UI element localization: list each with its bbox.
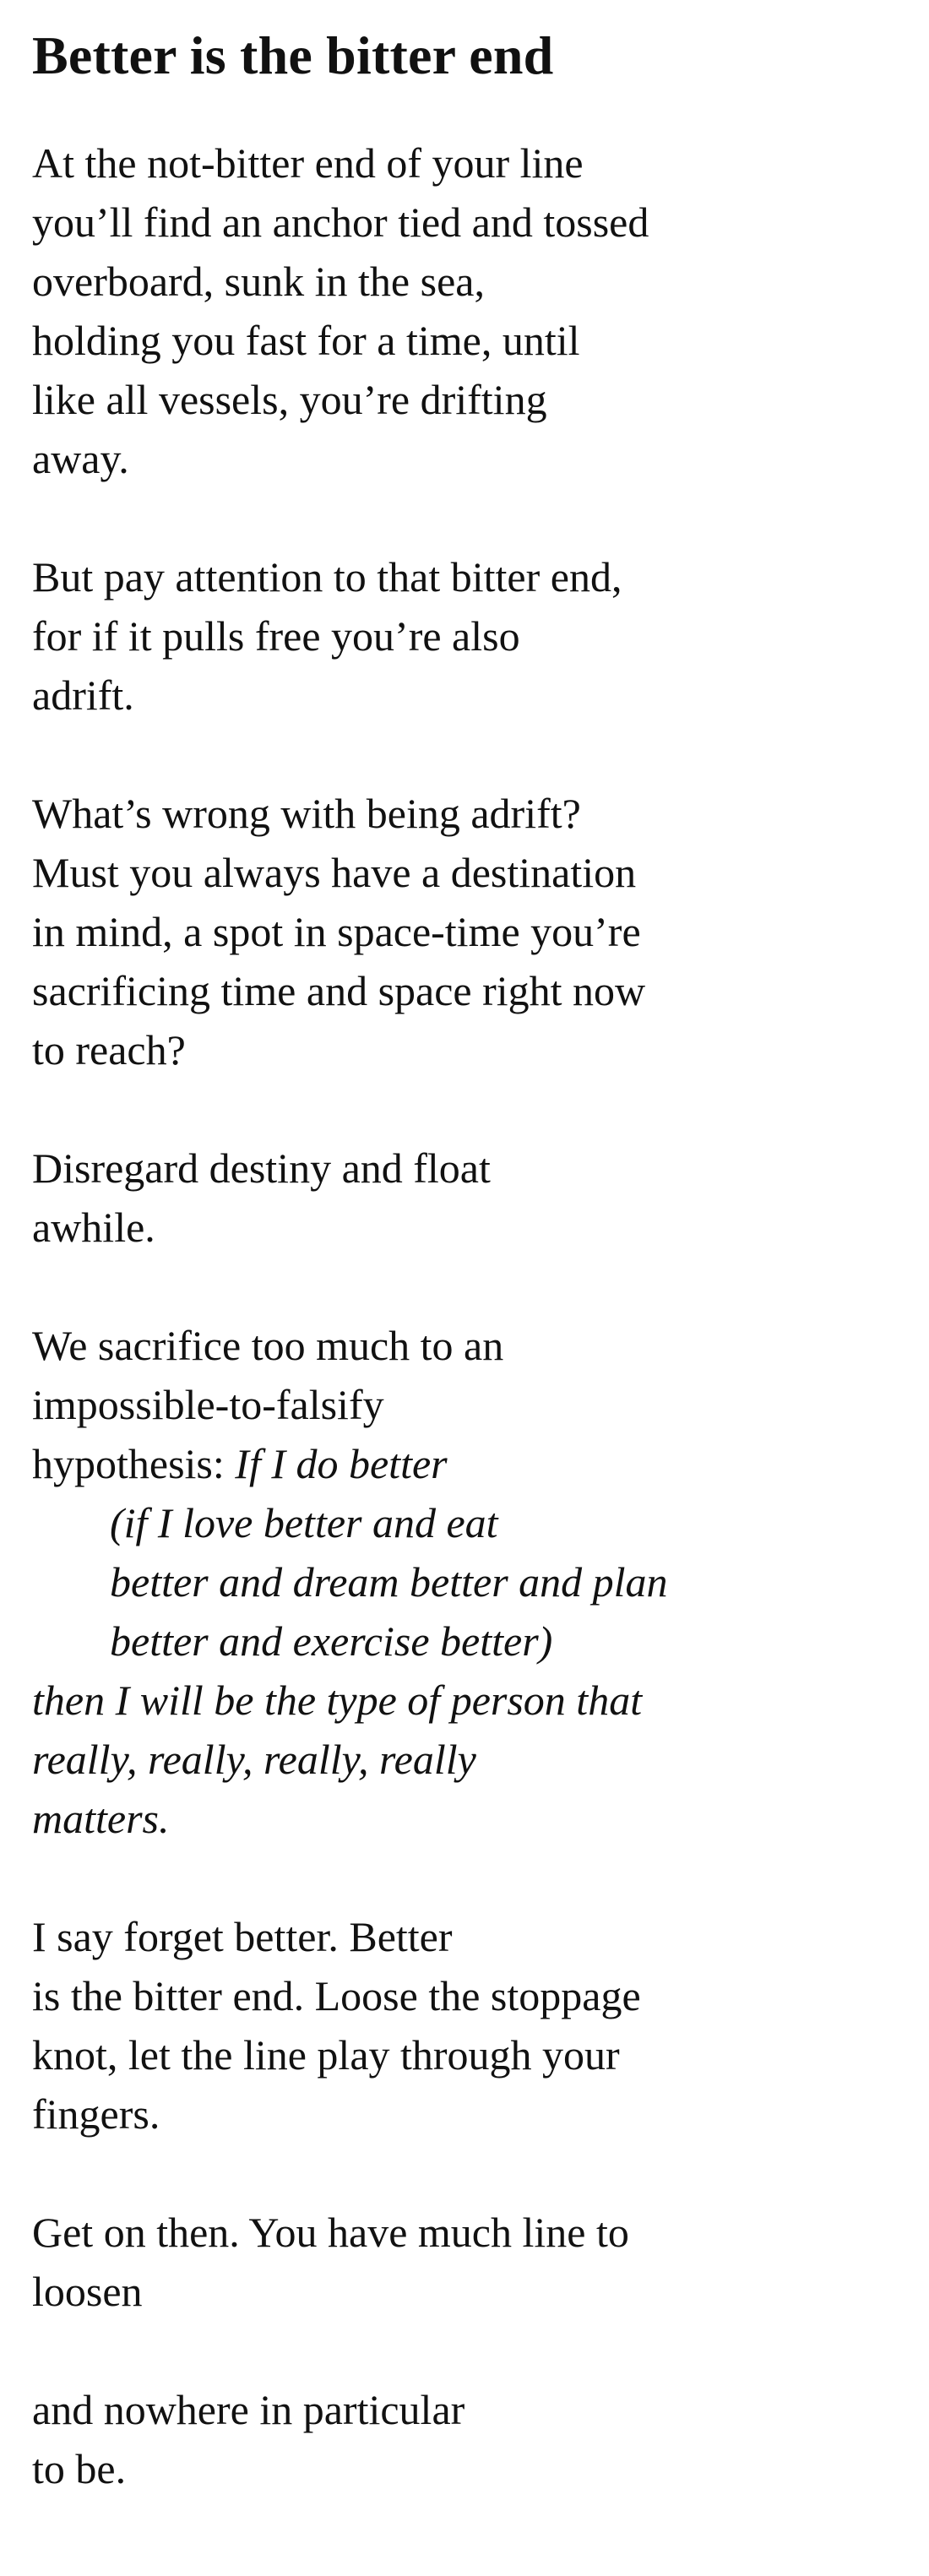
stanza-4 [32, 1139, 910, 1257]
poem-line: What’s wrong with being adrift? [32, 790, 581, 837]
poem-line: awhile. [32, 1204, 155, 1251]
poem-line-italic: matters. [32, 1795, 170, 1842]
stanza-break [32, 1079, 910, 1139]
poem-line: I say forget better. Better [32, 1913, 453, 1960]
poem-line: loosen [32, 2268, 143, 2315]
stanza-2 [32, 547, 910, 725]
poem-line: sacrificing time and space right now [32, 967, 646, 1014]
poem-line-italic: really, really, really, really [32, 1736, 476, 1783]
stanza-break [32, 725, 910, 784]
poem-line-italic: then I will be the type of person that [32, 1677, 643, 1724]
poem-line: Must you always have a destination [32, 849, 637, 896]
stanza-8 [32, 2380, 910, 2498]
poem-line: in mind, a spot in space-time you’re [32, 908, 641, 955]
stanza-6 [32, 1907, 910, 2144]
stanza-7 [32, 2203, 910, 2321]
poem-line: you’ll find an anchor tied and tossed [32, 198, 649, 246]
stanza-break [32, 1848, 910, 1907]
poem-line: knot, let the line play through your [32, 2031, 620, 2079]
poem-line: to be. [32, 2445, 127, 2492]
poem-body [32, 133, 910, 2498]
poem-line: Disregard destiny and float [32, 1144, 491, 1192]
poem-line: fingers. [32, 2090, 160, 2138]
poem-line: and nowhere in particular [32, 2386, 465, 2433]
poem-line-indented: better and dream better and plan [110, 1558, 668, 1606]
poem-line: overboard, sunk in the sea, [32, 258, 485, 305]
poem-line-plain: hypothesis: [32, 1440, 236, 1487]
stanza-break [32, 2321, 910, 2380]
poem-line: Get on then. You have much line to [32, 2209, 629, 2256]
poem-line-indented: (if I love better and eat [110, 1499, 498, 1546]
stanza-break [32, 2144, 910, 2203]
poem-line: We sacrifice too much to an [32, 1322, 504, 1369]
poem-line-indented: better and exercise better) [110, 1617, 553, 1665]
poem-line: like all vessels, you’re drifting [32, 376, 547, 423]
poem-line: impossible-to-falsify [32, 1381, 384, 1428]
stanza-3 [32, 784, 910, 1079]
poem-line: is the bitter end. Loose the stoppage [32, 1972, 641, 2019]
poem-line-italic: If I do better [235, 1440, 448, 1487]
stanza-1 [32, 133, 910, 488]
stanza-break [32, 488, 910, 547]
poem-line: adrift. [32, 671, 134, 719]
poem-line: But pay attention to that bitter end, [32, 553, 622, 601]
poem-line: At the not-bitter end of your line [32, 139, 584, 187]
poem-page [32, 22, 910, 2498]
poem-line: away. [32, 435, 129, 482]
poem-line: to reach? [32, 1026, 186, 1073]
poem-line [32, 1434, 910, 1493]
stanza-5 [32, 1316, 910, 1848]
poem-line: for if it pulls free you’re also [32, 612, 520, 660]
stanza-break [32, 1257, 910, 1316]
poem-title: Better is the bitter end [32, 25, 554, 85]
poem-line: holding you fast for a time, until [32, 317, 580, 364]
